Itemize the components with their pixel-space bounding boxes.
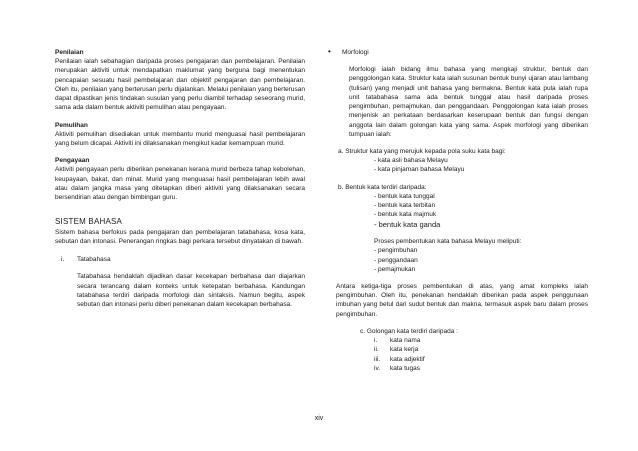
bentuk-kata-item: b. Bentuk kata terdiri daripada: (338, 183, 427, 191)
pemulihan-heading: Pemulihan (55, 121, 88, 129)
tatabahasa-title: Tatabahasa (77, 256, 111, 264)
sistem-bahasa-text: Sistem bahasa berfokus pada pengajaran dan pembelajaran tatabahasa, kosa kata, sebutan dan intonasi. Penerangan ringkas bagi perkara tersebut dinyatakan di bawah. (55, 228, 305, 245)
golongan-number: i. (374, 337, 378, 345)
struktur-kata-sub-1: - kata asli bahasa Melayu (374, 157, 448, 165)
golongan-label: kata adjektif (390, 355, 425, 363)
pengayaan-text: Aktiviti pengayaan perlu diberikan penekanan kerana murid berbeza tahap kebolehan, keupayaan, bakat, dan minat. Murid yang menguasai hasil pembelajaran lebih awal atau dalam jangka masa yang ditetapkan diberi aktiviti yang dilaksanakan secara bersendirian atau dengan bimbingan guru. (55, 166, 305, 202)
bentuk-kata-sub-4: - bentuk kata ganda (374, 219, 441, 229)
morfologi-text: Morfologi ialah bidang ilmu bahasa yang mengkaji struktur, bentuk dan penggolongan kata. Struktur kata ialah susunan bentuk bunyi ujaran atau lambang (tulisan) yang menjadi unit bahasa yang bermakna. Bentuk kata pula ialah rupa unit tatabahasa sama ada bentuk tunggal atau hasil daripada proses pengimbuhan, pemajmukan, dan penggandaan. Penggolongan kata ialah proses menjenisk an perkataan berdasarkan keserupaan bentuk dan fungsi dengan anggota lain dalam golongan kata yang sama. Aspek morfologi yang diberikan tumpuan ialah: (349, 66, 588, 138)
tatabahasa-number: i. (61, 256, 65, 264)
sistem-bahasa-heading: SISTEM BAHASA (55, 217, 123, 227)
golongan-number: iv. (374, 364, 381, 372)
golongan-kata-row (336, 355, 588, 364)
antara-text: Antara ketiga-tiga proses pembentukan di atas, yang amat kompleks ialah pengimbuhan. Oleh itu, penekanan hendaklah diberikan pada aspek penggunaan imbuhan yang betul dari sudut bentuk dan makna, termasuk aspek baru dalam proses pengimbuhan. (336, 283, 588, 318)
pengayaan-heading: Pengayaan (55, 157, 90, 165)
bentuk-kata-sub-1: - bentuk kata tunggal (374, 192, 435, 200)
morfologi-bullet-line (328, 48, 588, 57)
golongan-number: iii. (374, 355, 381, 363)
bullet-icon: • (328, 47, 331, 56)
proses-sub-3: - pemajmukan (374, 265, 416, 273)
pemulihan-text: Aktiviti pemulihan disediakan untuk membantu murid menguasai hasil pembelajaran yang belum dicapai. Aktiviti ini dilaksanakan mengikut kadar kemampuan murid. (55, 130, 305, 147)
proses-sub-1: - pengimbuhan (374, 247, 418, 255)
golongan-label: kata kerja (390, 346, 419, 354)
golongan-label: kata nama (390, 337, 421, 345)
golongan-number: ii. (374, 346, 379, 354)
morfologi-heading: Morfologi (342, 49, 369, 56)
tatabahasa-item (55, 255, 305, 264)
penilaian-text: Penilaian ialah sebahagian daripada proses pengajaran dan pembelajaran. Penilaian merupakan aktiviti untuk mendapatkan maklumat yang berguna bagi menentukan pencapaian sesuatu hasil pembelajaran dan objektif pengajaran dan pembelajaran. Oleh itu, penilaian yang berterusan perlu dijalankan. Melalui penilaian yang berterusan dapat dipastikan jenis tindakan susulan yang perlu diambil terhadap seseorang murid, sama ada dalam bentuk aktiviti pemulihan atau pengayaan. (55, 58, 305, 112)
golongan-kata-row (336, 364, 588, 373)
proses-sub-2: - penggandaan (374, 256, 418, 264)
left-column (55, 48, 305, 309)
page-number: xiv (314, 415, 324, 422)
struktur-kata-sub-2: - kata pinjaman bahasa Melayu (374, 166, 465, 174)
golongan-label: kata tugas (390, 364, 420, 372)
penilaian-heading: Penilaian (55, 49, 84, 56)
bentuk-kata-sub-3: - bentuk kata majmuk (374, 211, 437, 219)
struktur-kata-item: a. Struktur kata yang merujuk kepada pola suku kata bagi: (338, 147, 506, 155)
golongan-kata-row (336, 336, 588, 345)
golongan-kata-row (336, 345, 588, 354)
proses-intro: Proses pembentukan kata bahasa Melayu meliputi: (374, 238, 522, 246)
tatabahasa-text: Tatabahasa hendaklah dijadikan dasar kecekapan berbahasa dan diajarkan secara terancang dalam konteks untuk ketepatan berbahasa. Kandungan tatabahasa terdiri daripada morfologi dan sintaksis. Namun begitu, aspek sebutan dan intonasi perlu diberi penekanan dalam kecekapan berbahasa. (77, 273, 305, 308)
right-column (328, 47, 588, 373)
bentuk-kata-sub-2: - bentuk kata terbitan (374, 202, 436, 210)
golongan-kata-item: c. Golongan kata terdiri daripada : (360, 327, 458, 335)
